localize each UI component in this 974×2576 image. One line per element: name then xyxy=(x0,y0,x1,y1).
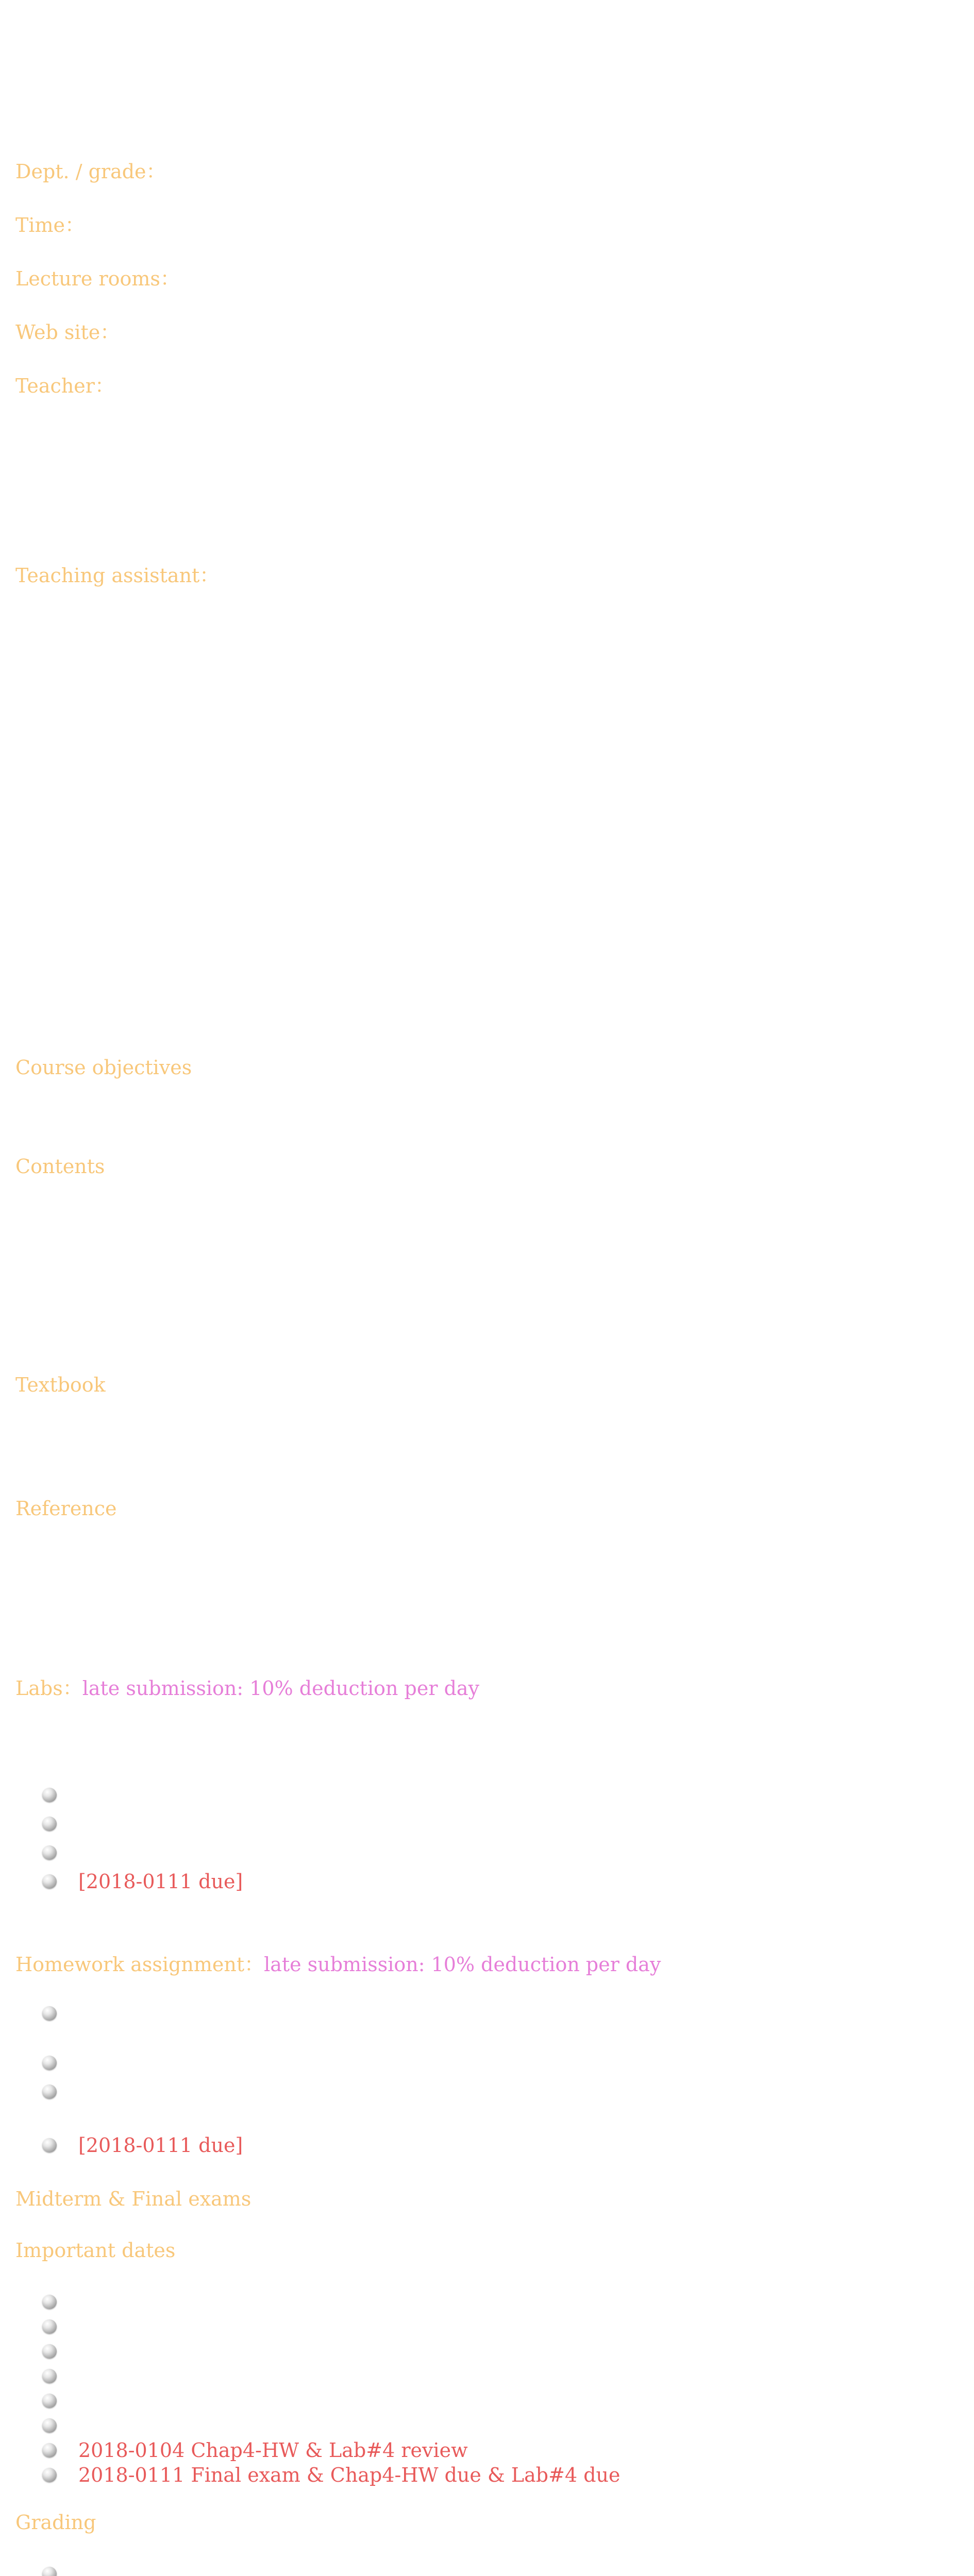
grading-heading: Grading xyxy=(15,2511,96,2534)
homework-late-policy: late submission: 10% deduction per day xyxy=(264,1953,661,1976)
bullet-icon xyxy=(42,2468,57,2482)
labs-heading: Labs： xyxy=(15,1677,82,1700)
reference-heading: Reference xyxy=(15,1497,117,1520)
bullet-icon xyxy=(42,2319,57,2334)
textbook-heading: Textbook xyxy=(15,1374,106,1396)
bullet-icon xyxy=(42,1817,57,1831)
dept-grade-label: Dept. / grade： xyxy=(15,160,166,183)
important-dates-heading: Important dates xyxy=(15,2239,176,2262)
teacher-label: Teacher： xyxy=(15,375,114,397)
bullet-icon xyxy=(42,2084,57,2099)
labs-late-policy: late submission: 10% deduction per day xyxy=(82,1677,480,1700)
bullet-icon xyxy=(42,1788,57,1802)
bullet-icon xyxy=(42,2443,57,2458)
bullet-icon xyxy=(42,2369,57,2383)
bullet-icon xyxy=(42,2138,57,2153)
important-date-item: 2018-0104 Chap4-HW & Lab#4 review xyxy=(78,2439,468,2462)
bullet-icon xyxy=(42,2344,57,2359)
bullet-icon xyxy=(42,2418,57,2433)
teaching-assistant-label: Teaching assistant： xyxy=(15,564,220,587)
bullet-icon xyxy=(42,2394,57,2408)
bullet-icon xyxy=(42,2567,57,2576)
labs-due-item: [2018-0111 due] xyxy=(78,1870,243,1893)
bullet-icon xyxy=(42,2295,57,2309)
lecture-rooms-label: Lecture rooms： xyxy=(15,267,180,290)
contents-heading: Contents xyxy=(15,1155,105,1178)
bullet-icon xyxy=(42,1845,57,1860)
homework-due-item: [2018-0111 due] xyxy=(78,2134,243,2157)
course-objectives-heading: Course objectives xyxy=(15,1056,192,1079)
homework-line xyxy=(15,1948,661,1977)
labs-line xyxy=(15,1672,479,1701)
bullet-icon xyxy=(42,2056,57,2070)
exams-heading: Midterm & Final exams xyxy=(15,2188,251,2210)
web-site-label: Web site： xyxy=(15,321,120,344)
homework-heading: Homework assignment： xyxy=(15,1953,264,1976)
time-label: Time： xyxy=(15,214,85,236)
bullet-icon xyxy=(42,1874,57,1889)
bullet-icon xyxy=(42,2006,57,2021)
important-date-item: 2018-0111 Final exam & Chap4-HW due & Lab#4 due xyxy=(78,2464,620,2486)
